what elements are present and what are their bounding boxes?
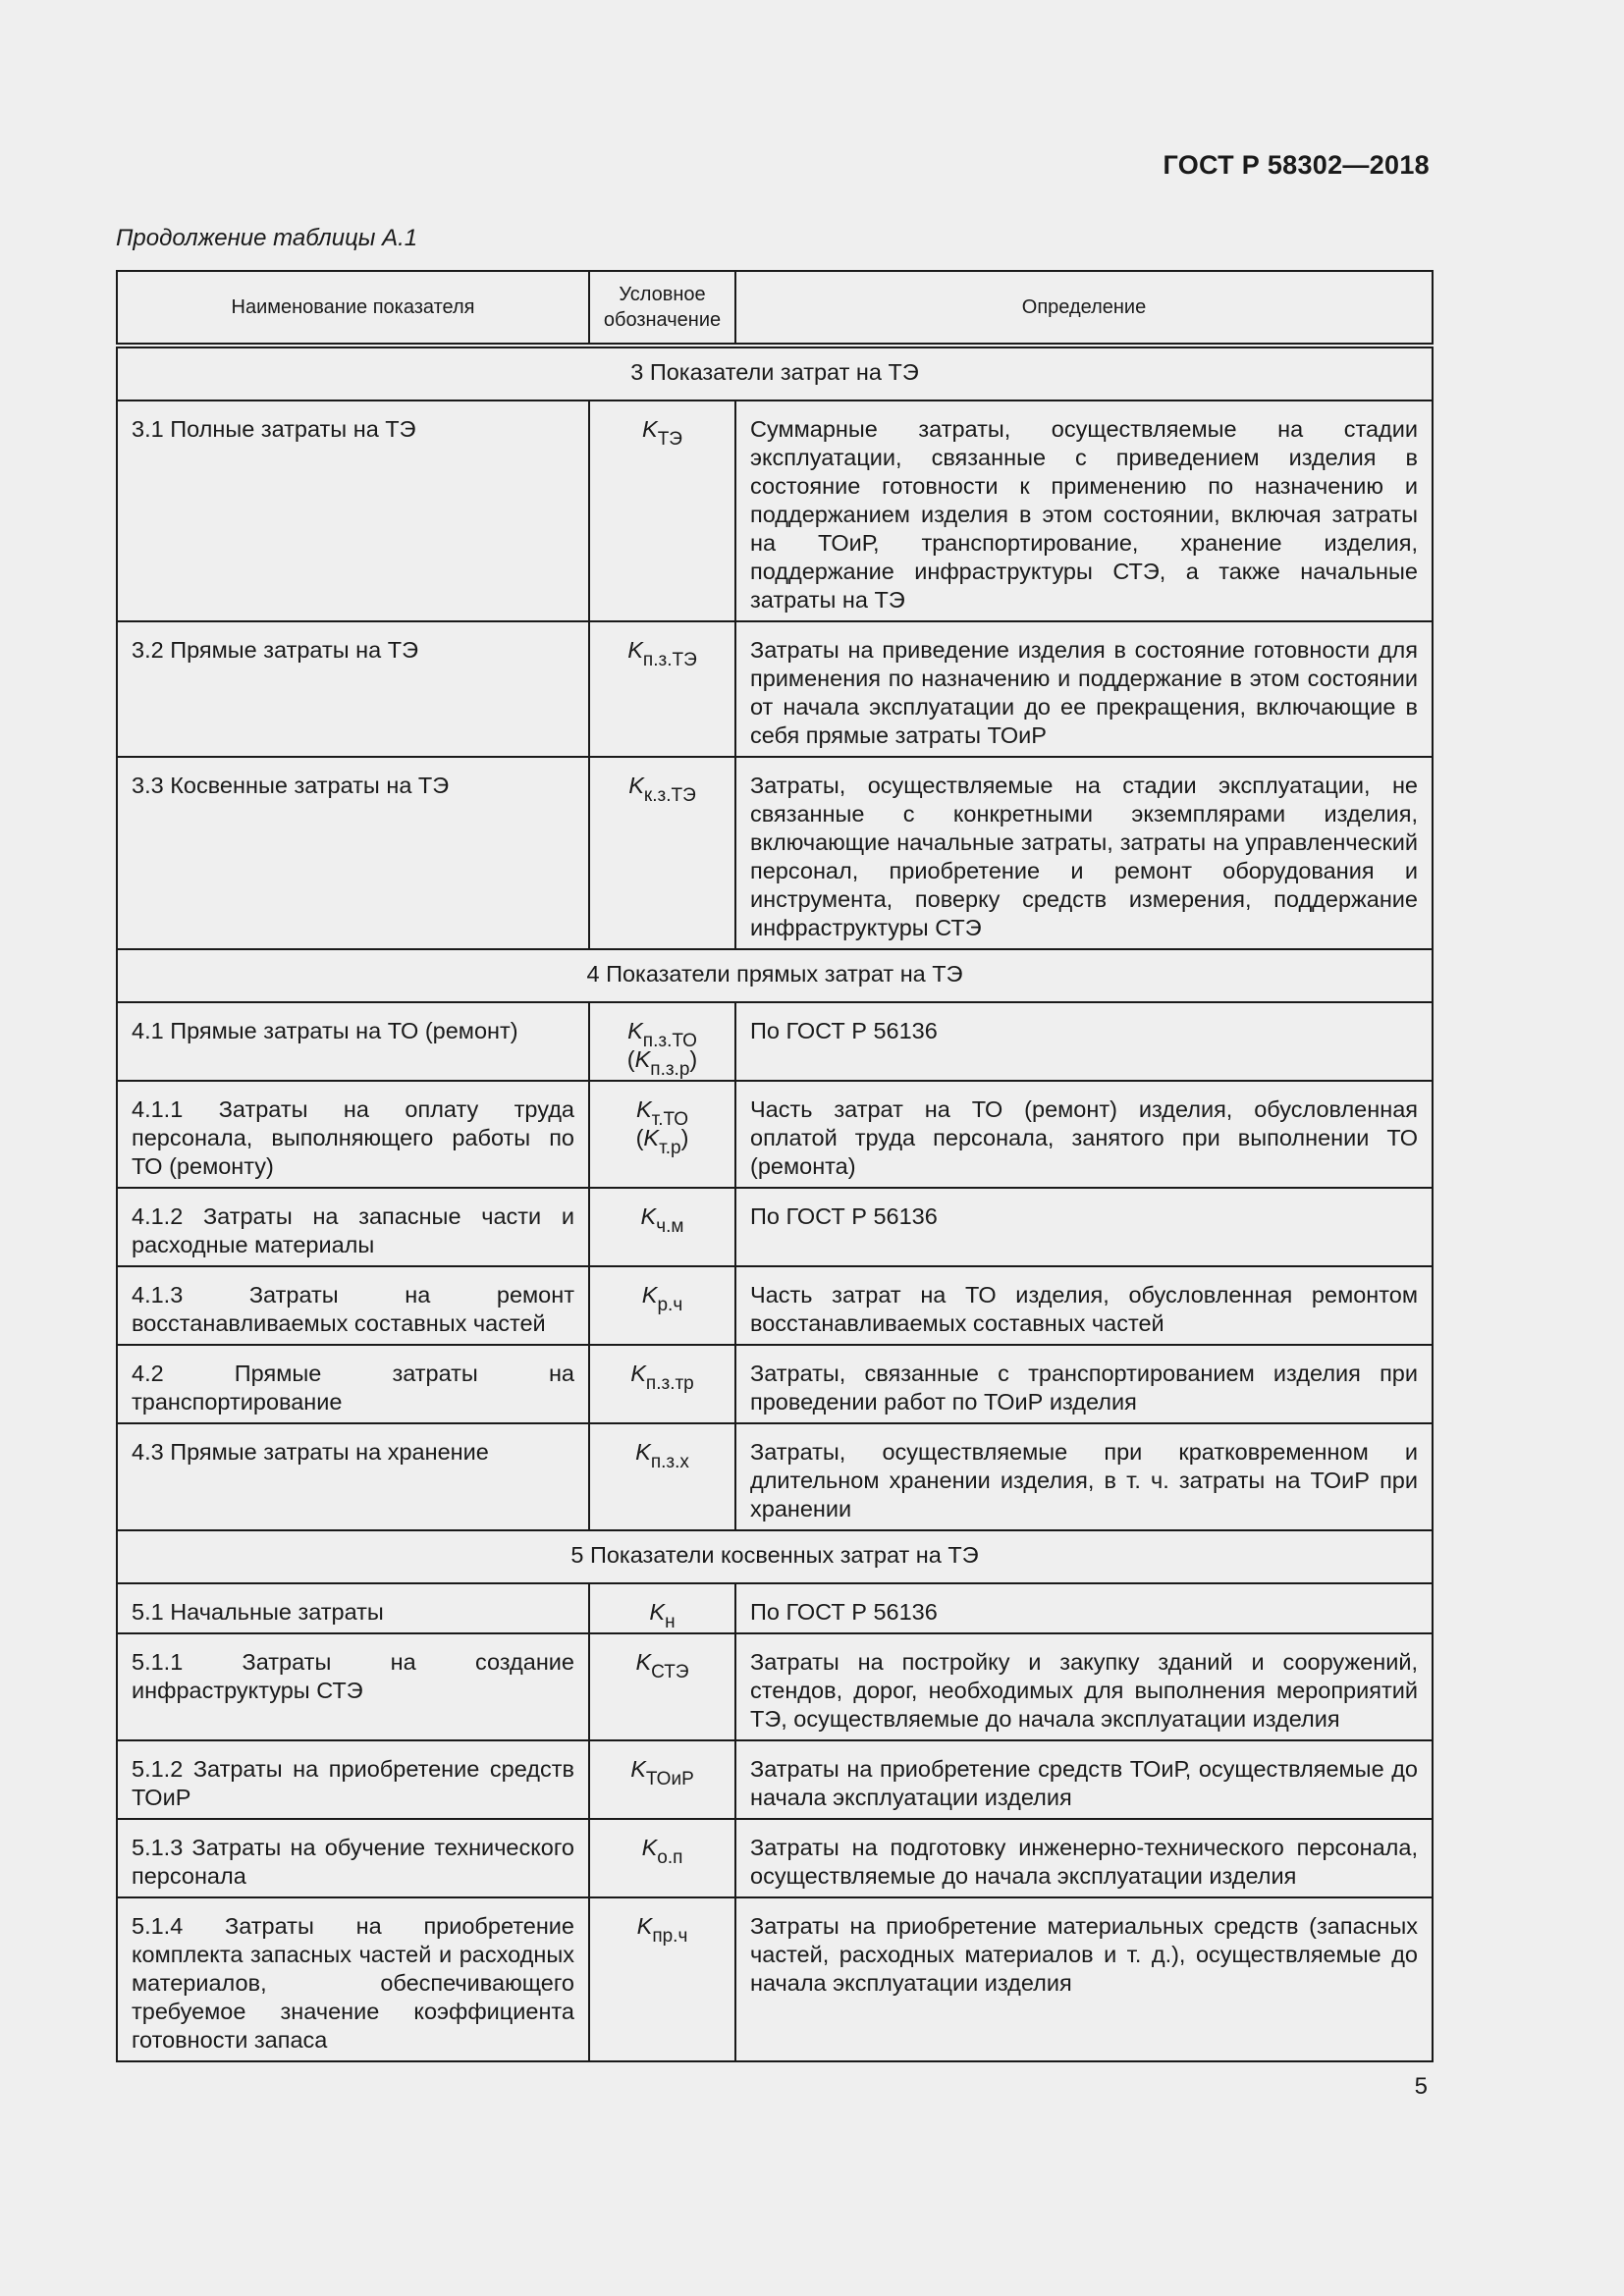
- indicator-symbol: [589, 1740, 735, 1819]
- symbol-alternate: $(K_{т.р})$: [635, 1125, 689, 1158]
- indicator-name: 3.1 Полные затраты на ТЭ: [117, 400, 589, 621]
- symbol-letter: K: [627, 1018, 643, 1043]
- column-header-symbol: Условное обозначение: [589, 271, 735, 346]
- symbol-letter: K: [636, 1913, 653, 1939]
- section-row: [117, 1530, 1433, 1583]
- indicator-symbol: [589, 1633, 735, 1740]
- table-row: [117, 1633, 1433, 1740]
- indicator-definition: По ГОСТ Р 56136: [735, 1002, 1433, 1081]
- indicator-name: 5.1.3 Затраты на обучение технического персонала: [117, 1819, 589, 1897]
- table-row: [117, 1819, 1433, 1897]
- symbol-subscript: п.з.р: [650, 1059, 690, 1080]
- symbol-main: [604, 1834, 721, 1868]
- symbol-main: [604, 1598, 721, 1632]
- indicator-name: 5.1.2 Затраты на приобретение средств ТОиР: [117, 1740, 589, 1819]
- indicator-definition: Затраты на постройку и закупку зданий и сооружений, стендов, дорог, необходимых для выполнения мероприятий ТЭ, осуществляемые до начала эксплуатации изделия: [735, 1633, 1433, 1740]
- table-row: [117, 1423, 1433, 1530]
- indicator-symbol: [589, 621, 735, 757]
- symbol-subscript: п.з.ТЭ: [642, 650, 697, 670]
- indicators-table: [116, 270, 1434, 2062]
- symbol-letter: K: [627, 637, 643, 663]
- section-row: [117, 949, 1433, 1002]
- symbol-subscript: ТОиР: [645, 1769, 694, 1789]
- table-row: [117, 1081, 1433, 1188]
- table-row: [117, 1345, 1433, 1423]
- indicator-name: 3.3 Косвенные затраты на ТЭ: [117, 757, 589, 949]
- indicator-definition: Затраты на приобретение материальных средств (запасных частей, расходных материалов и т. д.), осуществляемые до начала эксплуатации изделия: [735, 1897, 1433, 2061]
- symbol-main: [604, 1017, 721, 1051]
- indicator-name: 5.1 Начальные затраты: [117, 1583, 589, 1633]
- symbol-letter: K: [630, 1361, 646, 1386]
- symbol-subscript: о.п: [657, 1847, 683, 1868]
- symbol-alternate: $(K_{п.з.р})$: [626, 1046, 698, 1080]
- indicator-name: 4.2 Прямые затраты на транспортирование: [117, 1345, 589, 1423]
- table-header-row: [117, 271, 1433, 346]
- indicator-symbol: [589, 1819, 735, 1897]
- table-caption: Продолжение таблицы А.1: [116, 225, 418, 251]
- symbol-letter: K: [630, 1756, 646, 1782]
- indicator-definition: Затраты, осуществляемые при кратковременном и длительном хранении изделия, в т. ч. затраты на ТОиР при хранении: [735, 1423, 1433, 1530]
- symbol-main: [604, 1912, 721, 1947]
- indicator-name: 4.1.1 Затраты на оплату труда персонала, выполняющего работы по ТО (ремонту): [117, 1081, 589, 1188]
- indicator-definition: Затраты, связанные с транспортированием изделия при проведении работ по ТОиР изделия: [735, 1345, 1433, 1423]
- indicator-symbol: [589, 1081, 735, 1188]
- symbol-main: [604, 1281, 721, 1315]
- symbol-subscript: ТЭ: [657, 429, 682, 450]
- symbol-subscript: т.р: [659, 1138, 681, 1158]
- symbol-letter: K: [641, 1835, 658, 1860]
- symbol-letter: K: [642, 416, 658, 442]
- indicator-name: 5.1.1 Затраты на создание инфраструктуры СТЭ: [117, 1633, 589, 1740]
- section-row: [117, 346, 1433, 400]
- symbol-main: [604, 1755, 721, 1789]
- section-title: 4 Показатели прямых затрат на ТЭ: [117, 949, 1433, 1002]
- indicator-definition: Затраты на приведение изделия в состояние готовности для применения по назначению и поддержание в этом состоянии от начала эксплуатации до ее прекращения, включающие в себя прямые затраты ТОиР: [735, 621, 1433, 757]
- table-row: [117, 1583, 1433, 1633]
- symbol-letter: K: [634, 1046, 651, 1072]
- symbol-letter: K: [643, 1125, 660, 1150]
- symbol-main: [604, 1438, 721, 1472]
- indicator-definition: По ГОСТ Р 56136: [735, 1188, 1433, 1266]
- indicator-definition: Часть затрат на ТО (ремонт) изделия, обусловленная оплатой труда персонала, занятого при выполнении ТО (ремонта): [735, 1081, 1433, 1188]
- indicator-name: 4.3 Прямые затраты на хранение: [117, 1423, 589, 1530]
- indicator-symbol: [589, 1345, 735, 1423]
- indicator-symbol: [589, 1188, 735, 1266]
- symbol-letter: K: [649, 1599, 666, 1625]
- symbol-main: [604, 772, 721, 806]
- table-row: [117, 1002, 1433, 1081]
- indicator-name: 4.1 Прямые затраты на ТО (ремонт): [117, 1002, 589, 1081]
- symbol-subscript: п.з.х: [650, 1452, 689, 1472]
- section-title: 5 Показатели косвенных затрат на ТЭ: [117, 1530, 1433, 1583]
- indicator-symbol: [589, 1583, 735, 1633]
- column-header-definition: Определение: [735, 271, 1433, 346]
- symbol-main: [604, 1648, 721, 1682]
- indicator-symbol: [589, 1897, 735, 2061]
- symbol-subscript: к.з.ТЭ: [643, 785, 696, 806]
- indicator-definition: Затраты, осуществляемые на стадии эксплуатации, не связанные с конкретными экземплярами изделия, включающие начальные затраты, затраты на управленческий персонал, приобретение и ремонт оборудования и инструмента, поверку средств измерения, поддержание инфраструктуры СТЭ: [735, 757, 1433, 949]
- indicator-symbol: [589, 1002, 735, 1081]
- indicator-definition: Часть затрат на ТО изделия, обусловленная ремонтом восстанавливаемых составных частей: [735, 1266, 1433, 1345]
- indicator-definition: По ГОСТ Р 56136: [735, 1583, 1433, 1633]
- indicator-definition: Суммарные затраты, осуществляемые на стадии эксплуатации, связанные с приведением изделия в состояние готовности к применению по назначению и поддержанием изделия в этом состоянии, включая затраты на ТОиР, транспортирование, хранение изделия, поддержание инфраструктуры СТЭ, а также начальные затраты на ТЭ: [735, 400, 1433, 621]
- indicator-name: 5.1.4 Затраты на приобретение комплекта запасных частей и расходных материалов, обеспечивающего требуемое значение коэффициента готовности запаса: [117, 1897, 589, 2061]
- symbol-main: [604, 1095, 721, 1130]
- symbol-main: [604, 636, 721, 670]
- symbol-letter: K: [641, 1282, 658, 1308]
- column-header-name: Наименование показателя: [117, 271, 589, 346]
- table-row: [117, 1188, 1433, 1266]
- indicator-symbol: [589, 1423, 735, 1530]
- section-title: 3 Показатели затрат на ТЭ: [117, 346, 1433, 400]
- symbol-subscript: ч.м: [656, 1216, 684, 1237]
- symbol-subscript: р.ч: [657, 1295, 683, 1315]
- indicator-name: 4.1.3 Затраты на ремонт восстанавливаемых составных частей: [117, 1266, 589, 1345]
- symbol-subscript: СТЭ: [651, 1662, 689, 1682]
- symbol-letter: K: [640, 1203, 657, 1229]
- page-number: 5: [1414, 2073, 1428, 2100]
- indicator-definition: Затраты на подготовку инженерно-технического персонала, осуществляемые до начала эксплуатации изделия: [735, 1819, 1433, 1897]
- indicator-definition: Затраты на приобретение средств ТОиР, осуществляемые до начала эксплуатации изделия: [735, 1740, 1433, 1819]
- indicator-symbol: [589, 1266, 735, 1345]
- symbol-letter: K: [635, 1439, 651, 1465]
- table-row: [117, 400, 1433, 621]
- symbol-subscript: п.з.тр: [645, 1373, 694, 1394]
- symbol-main: [604, 1360, 721, 1394]
- symbol-letter: K: [635, 1096, 652, 1122]
- symbol-main: [604, 1202, 721, 1237]
- table-row: [117, 1897, 1433, 2061]
- symbol-subscript: пр.ч: [652, 1926, 688, 1947]
- indicator-name: 4.1.2 Затраты на запасные части и расходные материалы: [117, 1188, 589, 1266]
- symbol-main: [604, 415, 721, 450]
- symbol-subscript: п.з.ТО: [642, 1031, 697, 1051]
- symbol-subscript: т.ТО: [651, 1109, 689, 1130]
- table-row: [117, 1740, 1433, 1819]
- symbol-letter: K: [635, 1649, 652, 1675]
- indicator-name: 3.2 Прямые затраты на ТЭ: [117, 621, 589, 757]
- symbol-letter: K: [628, 773, 644, 798]
- document-code: ГОСТ Р 58302—2018: [1163, 150, 1430, 180]
- symbol-subscript: н: [665, 1612, 676, 1632]
- table-row: [117, 621, 1433, 757]
- table-row: [117, 1266, 1433, 1345]
- indicator-symbol: [589, 757, 735, 949]
- indicator-symbol: [589, 400, 735, 621]
- table-row: [117, 757, 1433, 949]
- table-body: [117, 346, 1433, 2061]
